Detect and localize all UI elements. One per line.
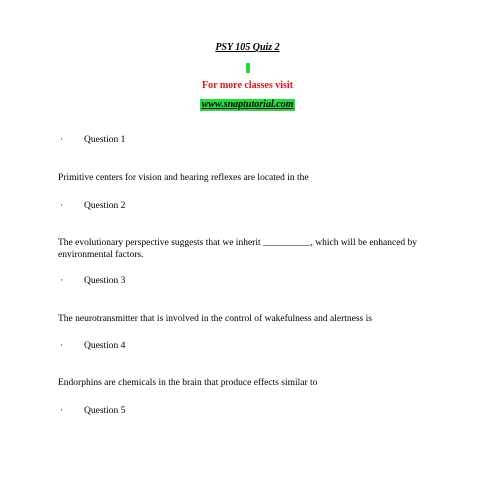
question-label: Question 4 <box>84 341 126 351</box>
question-heading-2 <box>60 200 125 212</box>
question-heading-1 <box>60 134 125 146</box>
question-text-3: The neurotransmitter that is involved in the control of wakefulness and alertness is <box>58 314 372 324</box>
question-label: Question 3 <box>84 276 126 286</box>
marker-row <box>0 60 495 72</box>
bullet-icon: · <box>60 276 64 286</box>
question-heading-5 <box>60 405 125 417</box>
question-label: Question 1 <box>84 135 126 145</box>
green-marker-icon <box>246 63 250 73</box>
link-row <box>0 97 495 111</box>
website-link[interactable]: www.snaptutorial.com <box>201 99 294 110</box>
question-text-1: Primitive centers for vision and hearing reflexes are located in the <box>58 173 309 183</box>
question-text-4: Endorphins are chemicals in the brain that produce effects similar to <box>58 378 318 388</box>
bullet-icon: · <box>60 341 64 351</box>
bullet-icon: · <box>60 201 64 211</box>
bullet-icon: · <box>60 135 64 145</box>
bullet-icon: · <box>60 406 64 416</box>
question-heading-4 <box>60 340 125 352</box>
question-heading-3 <box>60 275 125 287</box>
question-label: Question 5 <box>84 406 126 416</box>
document-title: PSY 105 Quiz 2 <box>215 42 280 53</box>
promo-text: For more classes visit <box>201 80 293 91</box>
question-label: Question 2 <box>84 201 126 211</box>
question-text-2: The evolutionary perspective suggests that we inherit __________, which will be enhanced by environmental factors. <box>58 238 418 260</box>
